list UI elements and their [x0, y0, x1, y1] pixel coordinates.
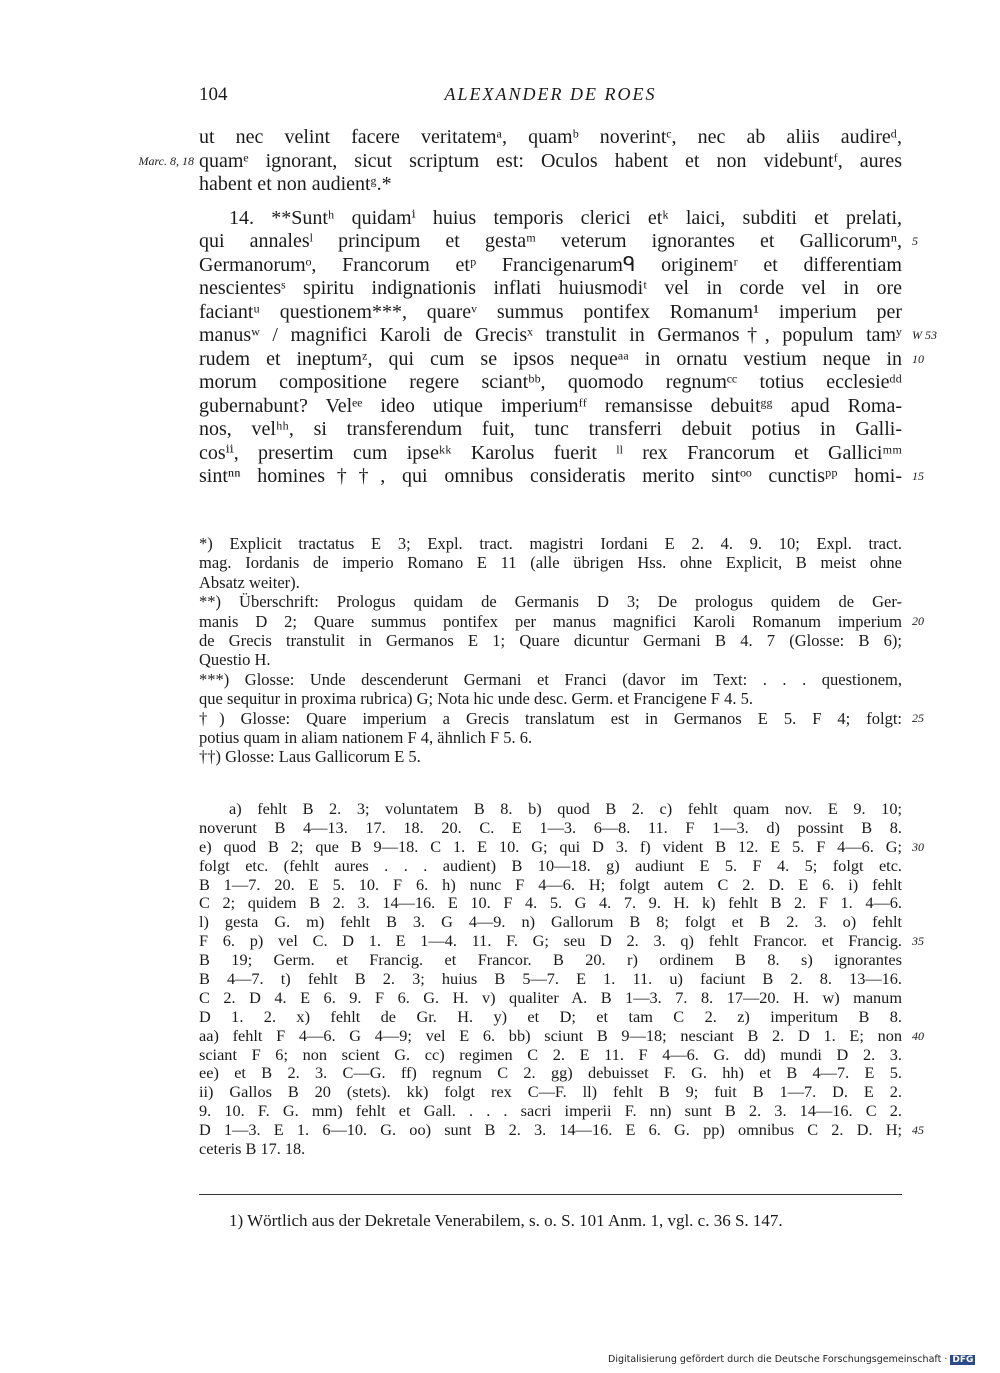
text-line [138, 149, 902, 174]
line-text: Germanorumᵒ, Francorum etᵖ Francigenarumᑫ originemʳ et differentiam [199, 253, 902, 276]
note-line [199, 553, 902, 572]
line-number: 30 [912, 839, 924, 854]
text-line [199, 418, 902, 442]
apparatus-line [199, 1064, 902, 1083]
line-text: nos, velʰʰ, si transferendum fuit, tunc transferri debuit potius in Galli- [199, 418, 902, 440]
apparatus-text: D 1—3. E 1. 6—10. G. oo) sunt B 2. 3. 14—16. E 6. G. pp) omnibus C 2. D. H; [199, 1120, 902, 1140]
apparatus-line [199, 857, 902, 876]
line-number: W 53 [912, 328, 937, 342]
apparatus-text: F 6. p) vel C. D 1. E 1—4. 11. F. G; seu D 2. 3. q) fehlt Francor. et Francig. [199, 931, 902, 951]
apparatus-line [199, 951, 902, 970]
critical-apparatus [199, 799, 924, 1159]
line-text: morum compositione regere sciantᵇᵇ, quomodo regnumᶜᶜ totius ecclesieᵈᵈ [199, 371, 902, 393]
apparatus-line [199, 1046, 902, 1065]
note-text: Questio H. [199, 650, 271, 670]
apparatus-text: sciant F 6; non scient G. cc) regimen C 2. E 11. F 4—6. G. dd) mundi D 2. 3. [199, 1044, 902, 1064]
note-text: **) Überschrift: Prologus quidam de Germanis D 3; De prologus quidem de Ger- [199, 592, 902, 612]
line-number: 10 [912, 351, 924, 366]
apparatus-line [199, 913, 902, 932]
note-line [199, 631, 902, 650]
apparatus-text: C 2. D 4. E 6. 9. F 6. G. H. v) qualiter A. B 1—3. 7. 8. 17—20. H. w) manum [199, 987, 902, 1007]
text-line [199, 207, 902, 231]
note-text: que sequitur in proxima rubrica) G; Nota hic unde desc. Germ. et Francigene F 4. 5. [199, 689, 753, 709]
text-line [199, 442, 902, 466]
apparatus-text: l) gesta G. m) fehlt B 3. G 4—9. n) Gallorum B 8; folgt et B 2. 3. o) fehlt [199, 912, 902, 932]
footnote: 1) Wörtlich aus der Dekretale Venerabilem, s. o. S. 101 Anm. 1, vgl. c. 36 S. 147. [229, 1211, 783, 1230]
note-text: ††) Glosse: Laus Gallicorum E 5. [199, 747, 421, 767]
apparatus-text: ee) et B 2. 3. C—G. ff) regnum C 2. gg) debuisset F. G. hh) et B 4—7. E 5. [199, 1063, 902, 1083]
text-line [199, 395, 902, 419]
notes-star [199, 534, 924, 767]
line-text: habent et non audientᵍ.* [199, 173, 392, 195]
note-text: *) Explicit tractatus E 3; Expl. tract. magistri Iordani E 2. 4. 9. 10; Expl. tract. [199, 534, 902, 553]
apparatus-text: B 1—7. 20. E 5. 10. F 6. h) nunc F 4—6. H; folgt autem C 2. D. E 6. i) fehlt [199, 874, 902, 894]
note-line [199, 534, 902, 553]
footnote-rule [199, 1194, 902, 1195]
apparatus-line [199, 1102, 902, 1121]
text-line [199, 347, 924, 372]
apparatus-text: ii) Gallos B 20 (stets). kk) folgt rex C—F. ll) fehlt B 9; fuit B 1—7. D. E 2. [199, 1082, 902, 1102]
line-number: 25 [912, 710, 924, 725]
line-number: 35 [912, 934, 924, 949]
apparatus-line [199, 836, 924, 857]
line-text: manusʷ / magnifici Karoli de Grecisˣ transtulit in Germanos†, populum tamʸ [199, 324, 902, 346]
note-line [199, 689, 902, 708]
apparatus-text: e) quod B 2; que B 9—18. C 1. E 10. G; qui D 3. f) vident B 12. E 5. F 4—6. G; [199, 836, 902, 856]
line-text: nescientesˢ spiritu indignationis inflati huiusmodiᵗ vel in corde vel in ore [199, 277, 902, 299]
running-title: ALEXANDER DE ROES [444, 84, 657, 104]
note-text: ***) Glosse: Unde descenderunt Germani et Franci (davor im Text: . . . questionem, [199, 669, 902, 689]
note-text: potius quam in aliam nationem F 4, ähnlich F 5. 6. [199, 727, 533, 747]
apparatus-line [199, 1120, 924, 1140]
apparatus-line [199, 1025, 924, 1046]
page-header [199, 84, 902, 116]
text-line [199, 126, 902, 150]
line-text: 14. **Suntʰ quidamⁱ huius temporis clerici etᵏ laici, subditi et prelati, [229, 206, 902, 229]
apparatus-text: ceteris B 17. 18. [199, 1139, 306, 1159]
apparatus-text: D 1. 2. x) fehlt de Gr. H. y) et D; et tam C 2. z) imperitum B 8. [199, 1006, 902, 1026]
text-line [199, 173, 902, 197]
text-line [199, 465, 924, 489]
page-number: 104 [199, 84, 228, 105]
text-line [199, 371, 902, 395]
apparatus-line [199, 1083, 902, 1102]
credit-text: Digitalisierung gefördert durch die Deutsche Forschungsgemeinschaft · [608, 1354, 948, 1365]
apparatus-line [199, 989, 902, 1008]
digitization-credit [608, 1354, 975, 1365]
apparatus-text: a) fehlt B 2. 3; voluntatem B 8. b) quod B 2. c) fehlt quam nov. E 9. 10; [229, 799, 902, 818]
apparatus-line [199, 819, 902, 838]
note-line [199, 747, 902, 766]
line-number: 5 [912, 234, 918, 248]
line-text: rudem et ineptumᶻ, qui cum se ipsos nequeᵃᵃ in ornatu vestium neque in [199, 347, 902, 370]
apparatus-line [199, 800, 902, 819]
note-text: de Grecis transtulit in Germanos E 1; Quare dicuntur Germani B 4. 7 (Glosse: B 6); [199, 630, 902, 650]
apparatus-text: C 2; quidem B 2. 3. 14—16. E 10. F 4. 5. G 4. 7. 9. H. k) fehlt B 2. F 1. 4—6. [199, 893, 902, 913]
text-line [199, 230, 918, 254]
note-text: mag. Iordanis de imperio Romano E 11 (alle übrigen Hss. ohne Explicit, B meist ohne [199, 553, 902, 573]
line-text: cosⁱⁱ, presertim cum ipseᵏᵏ Karolus fuerit ˡˡ rex Francorum et Galliciᵐᵐ [199, 441, 902, 464]
apparatus-text: aa) fehlt F 4—6. G 4—9; vel E 6. bb) sciunt B 9—18; nesciant B 2. D 1. E; non [199, 1025, 902, 1045]
note-line [199, 670, 902, 689]
text-line [199, 324, 937, 348]
note-line [199, 592, 902, 611]
apparatus-line [199, 931, 924, 951]
note-text: †) Glosse: Quare imperium a Grecis translatum est in Germanos E 5. F 4; folgt: [199, 708, 902, 728]
note-line [199, 728, 902, 747]
line-text: faciantᵘ questionem***, quareᵛ summus pontifex Romanum¹ imperium per [199, 300, 902, 323]
line-text: quamᵉ ignorant, sicut scriptum est: Oculos habent et non videbuntᶠ, aures [199, 149, 902, 172]
line-text: ut nec velint facere veritatemᵃ, quamᵇ noverintᶜ, nec ab aliis audireᵈ, [199, 126, 902, 148]
line-number: 15 [912, 469, 924, 483]
note-line [199, 650, 902, 669]
note-line [199, 573, 902, 592]
main-text [138, 126, 937, 489]
note-line [199, 708, 924, 728]
note-text: manis D 2; Quare summus pontifex per manus magnifici Karoli Romanum imperium [199, 611, 902, 631]
apparatus-text: B 4—7. t) fehlt B 2. 3; huius B 5—7. E 1. 11. u) faciunt B 2. 8. 13—16. [199, 969, 902, 989]
apparatus-line [199, 1008, 902, 1027]
line-text: qui annalesˡ principum et gestaᵐ veterum ignorantes et Gallicorumⁿ, [199, 230, 902, 252]
apparatus-text: folgt etc. (fehlt aures . . . audient) B 10—18. g) audiunt E 5. F 4. 5; folgt etc. [199, 855, 902, 875]
apparatus-line [199, 970, 902, 989]
line-text: gubernabunt? Velᵉᵉ ideo utique imperiumᶠᶠ remansisse debuitᵍᵍ apud Roma- [199, 394, 902, 417]
apparatus-text: noverunt B 4—13. 17. 18. 20. C. E 1—3. 6—8. 11. F 1—3. d) possint B 8. [199, 817, 902, 837]
margin-reference: Marc. 8, 18 [138, 153, 194, 168]
note-text: Absatz weiter). [199, 572, 300, 592]
note-line [199, 611, 924, 631]
apparatus-line [199, 894, 902, 913]
text-line [199, 254, 902, 278]
line-number: 20 [912, 613, 924, 628]
line-number: 40 [912, 1028, 924, 1043]
apparatus-line [199, 1140, 902, 1159]
line-text: sintⁿⁿ homines††, qui omnibus consideratis merito sintᵒᵒ cunctisᵖᵖ homi- [199, 465, 902, 487]
dfg-logo: DFG [952, 1355, 974, 1365]
apparatus-line [199, 876, 902, 895]
line-number: 45 [912, 1123, 924, 1138]
text-line [199, 301, 902, 325]
apparatus-text: B 19; Germ. et Francig. et Francor. B 20. r) ordinem B 8. s) ignorantes [199, 950, 902, 970]
text-line [199, 277, 902, 301]
apparatus-text: 9. 10. F. G. mm) fehlt et Gall. . . . sacri imperii F. nn) sunt B 2. 3. 14—16. C 2. [199, 1101, 902, 1121]
